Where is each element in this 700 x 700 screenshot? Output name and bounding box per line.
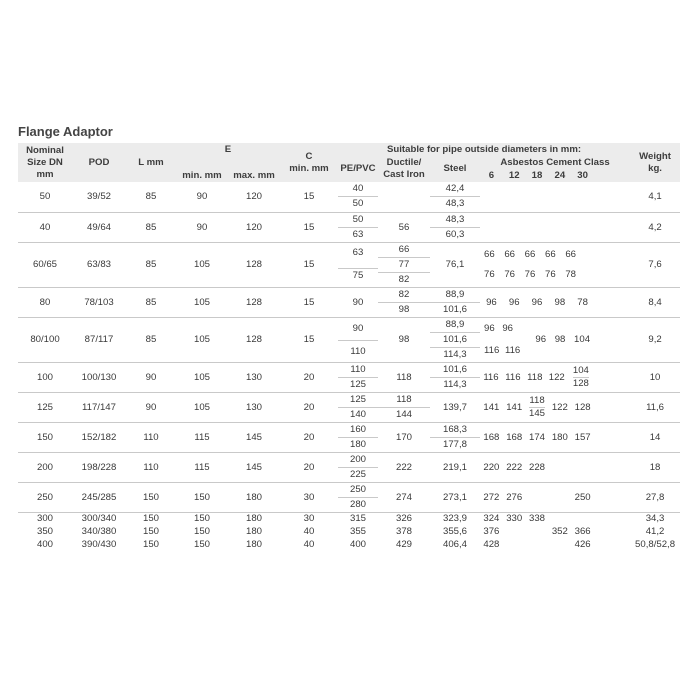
asbestos-header: Asbestos Cement Class — [480, 156, 630, 169]
ductile-cell: 170 — [378, 422, 430, 452]
suitable-header: Suitable for pipe outside diameters in mm: — [338, 143, 630, 156]
table-row — [18, 392, 680, 422]
dn-cell: 80 — [18, 287, 72, 317]
e-max-cell: 130 — [228, 392, 280, 422]
ductile-cell: 429 — [395, 539, 412, 550]
pe-cell: 90 — [338, 287, 378, 317]
dn-cell: 200 — [18, 452, 72, 482]
pe-cell: 200 225 — [338, 452, 378, 482]
dn-cell: 300 — [18, 512, 72, 525]
dn-cell: 80/100 — [18, 317, 72, 362]
dn-cell: 350 — [36, 526, 53, 537]
weight-cell: 34,3 — [630, 512, 680, 525]
weight-cell: 9,2 — [630, 317, 680, 362]
l-cell: 85 — [126, 287, 176, 317]
c-cell: 40 — [303, 526, 315, 537]
steel-header: Steel — [430, 156, 480, 182]
asbestos-cell: 428 426 — [483, 539, 591, 550]
weight-cell: 18 — [630, 452, 680, 482]
nominal-size-header: Nominal Size DN mm — [18, 143, 72, 182]
pe-cell: 315 — [338, 512, 378, 525]
asbestos-classes-header — [480, 169, 630, 182]
table-row — [18, 287, 680, 317]
l-cell: 150 — [126, 512, 176, 525]
table-row — [18, 317, 680, 362]
weight-cell: 11,6 — [630, 392, 680, 422]
asbestos-cell: 66 66 66 66 66 76 76 76 76 78 — [480, 242, 630, 287]
asbestos-cell: 220 222 228 — [480, 452, 630, 482]
weight-cell: 8,4 — [630, 287, 680, 317]
e-min-cell: 105 — [176, 392, 228, 422]
steel-cell: 48,3 60,3 — [430, 212, 480, 242]
dn-cell: 100 — [18, 362, 72, 392]
e-min-cell: 105 — [176, 317, 228, 362]
pe-cell: 355 — [349, 526, 366, 537]
e-min-cell: 90 — [176, 212, 228, 242]
e-max-cell: 180 — [228, 512, 280, 525]
steel-cell: 273,1 — [430, 482, 480, 512]
steel-cell: 355,6 — [442, 526, 467, 537]
ductile-cell: 82 98 — [378, 287, 430, 317]
pod-cell: 340/380 — [81, 526, 117, 537]
pod-cell: 198/228 — [72, 452, 126, 482]
pod-header: POD — [72, 143, 126, 182]
l-cell: 110 — [126, 422, 176, 452]
steel-cell: 42,4 48,3 — [430, 182, 480, 212]
l-cell: 110 — [126, 452, 176, 482]
ductile-cell: 66 77 82 — [378, 242, 430, 287]
asbestos-cell: 168 168 174 180 157 — [480, 422, 630, 452]
ductile-cell: 118 — [378, 362, 430, 392]
asbestos-cell: 96 96 96 98 104 116 116 — [480, 317, 630, 362]
pe-cell: 250 280 — [338, 482, 378, 512]
class-6: 6 — [488, 169, 495, 181]
table-row — [18, 212, 680, 242]
c-cell: 30 — [280, 482, 338, 512]
table-row — [18, 538, 680, 551]
dn-cell: 60/65 — [18, 242, 72, 287]
steel-cell: 88,9 101,6 — [430, 287, 480, 317]
table-row — [18, 452, 680, 482]
pe-cell: 110 125 — [338, 362, 378, 392]
weight-header: Weight kg. — [630, 143, 680, 182]
pe-cell: 63 75 — [338, 242, 378, 287]
e-min-cell: 90 — [196, 191, 208, 203]
weight-cell: 10 — [630, 362, 680, 392]
ductile-cell: 326 — [378, 512, 430, 525]
pod-cell: 49/64 — [72, 212, 126, 242]
table-row — [18, 422, 680, 452]
steel-cell: 219,1 — [430, 452, 480, 482]
table-row — [18, 242, 680, 287]
weight-cell: 41,2 — [645, 526, 665, 537]
weight-cell: 7,6 — [630, 242, 680, 287]
class-30: 30 — [577, 169, 588, 181]
dn-cell: 50 — [39, 191, 51, 203]
pod-cell: 152/182 — [72, 422, 126, 452]
pe-cell: 90 110 — [338, 317, 378, 362]
table-row — [18, 362, 680, 392]
e-min-header: min. mm — [182, 170, 222, 181]
pod-cell: 78/103 — [72, 287, 126, 317]
table-row — [18, 525, 680, 538]
l-cell: 85 — [126, 317, 176, 362]
table-row — [18, 482, 680, 512]
e-max-header: max. mm — [233, 170, 275, 181]
ductile-cell: 118 144 — [378, 392, 430, 422]
asbestos-cell: 116 116 118 122 104 128 — [480, 362, 630, 392]
steel-cell: 101,6 114,3 — [430, 362, 480, 392]
pod-cell: 87/117 — [72, 317, 126, 362]
pod-cell: 100/130 — [72, 362, 126, 392]
ductile-cell: 274 — [378, 482, 430, 512]
ductile-cell: 98 — [378, 317, 430, 362]
l-cell: 150 — [126, 482, 176, 512]
steel-cell: 323,9 — [430, 512, 480, 525]
dn-cell: 150 — [18, 422, 72, 452]
e-max-cell: 145 — [228, 422, 280, 452]
c-cell: 20 — [280, 422, 338, 452]
e-max-cell: 128 — [228, 287, 280, 317]
e-max-cell: 130 — [228, 362, 280, 392]
dn-cell: 400 — [36, 539, 53, 550]
l-cell: 150 — [142, 539, 159, 550]
c-cell: 20 — [280, 452, 338, 482]
e-max-cell: 128 — [228, 317, 280, 362]
class-24: 24 — [554, 169, 566, 181]
l-header: L mm — [126, 143, 176, 182]
l-cell: 85 — [126, 242, 176, 287]
l-cell: 85 — [126, 212, 176, 242]
pod-cell: 117/147 — [72, 392, 126, 422]
e-min-cell: 150 — [193, 526, 210, 537]
e-min-cell: 105 — [176, 287, 228, 317]
asbestos-cell: 141 141 118 145 122 128 — [480, 392, 630, 422]
e-min-cell: 105 — [176, 242, 228, 287]
l-cell: 90 — [126, 392, 176, 422]
e-sub-header — [176, 156, 280, 182]
asbestos-cell: 376 352 366 — [483, 526, 591, 537]
table-row — [18, 512, 680, 525]
e-min-cell: 150 — [193, 539, 210, 550]
asbestos-cell — [480, 212, 630, 242]
e-max-cell: 120 — [245, 191, 262, 203]
l-cell: 150 — [142, 526, 159, 537]
asbestos-cell: 272 276 250 — [480, 482, 630, 512]
pepvc-header: PE/PVC — [338, 156, 378, 182]
pe-cell: 125 140 — [338, 392, 378, 422]
l-cell: 90 — [126, 362, 176, 392]
e-min-cell: 150 — [176, 512, 228, 525]
pe-cell: 400 — [349, 539, 366, 550]
class-12: 12 — [508, 169, 520, 181]
c-cell: 15 — [303, 191, 315, 203]
pod-cell: 390/430 — [81, 539, 117, 550]
l-cell: 85 — [145, 191, 157, 203]
asbestos-cell: 324 330 338 — [480, 512, 630, 525]
ductile-cell: 378 — [395, 526, 412, 537]
pod-cell: 39/52 — [86, 191, 111, 203]
dn-cell: 250 — [18, 482, 72, 512]
e-max-cell: 120 — [228, 212, 280, 242]
c-cell: 15 — [280, 317, 338, 362]
e-min-cell: 115 — [176, 422, 228, 452]
c-cell: 30 — [280, 512, 338, 525]
e-header: E — [176, 143, 280, 156]
weight-cell: 4,1 — [648, 191, 662, 203]
c-cell: 15 — [280, 212, 338, 242]
weight-cell: 14 — [630, 422, 680, 452]
e-max-cell: 180 — [245, 539, 262, 550]
weight-cell: 27,8 — [630, 482, 680, 512]
e-min-cell: 105 — [176, 362, 228, 392]
ductile-cell: 56 — [378, 212, 430, 242]
table-header — [18, 143, 680, 182]
table-row — [18, 182, 680, 212]
pe-cell: 50 63 — [338, 212, 378, 242]
steel-cell: 88,9 101,6 114,3 — [430, 317, 480, 362]
asbestos-cell: 96 96 96 98 78 — [480, 287, 630, 317]
ductile-header: Ductile/ Cast Iron — [378, 156, 430, 182]
e-max-cell: 128 — [228, 242, 280, 287]
steel-cell: 139,7 — [430, 392, 480, 422]
steel-cell: 76,1 — [430, 242, 480, 287]
e-min-cell: 150 — [176, 482, 228, 512]
e-max-cell: 180 — [245, 526, 262, 537]
weight-cell: 50,8/52,8 — [635, 539, 676, 550]
pod-cell: 245/285 — [72, 482, 126, 512]
steel-cell: 168,3 177,8 — [430, 422, 480, 452]
c-cell: 20 — [280, 362, 338, 392]
c-header: C min. mm — [280, 143, 338, 182]
steel-cell: 406,4 — [442, 539, 467, 550]
class-18: 18 — [531, 169, 543, 181]
flange-adaptor-table — [18, 143, 680, 551]
e-min-cell: 115 — [176, 452, 228, 482]
ductile-cell: 222 — [378, 452, 430, 482]
c-cell: 20 — [280, 392, 338, 422]
pe-cell: 40 50 — [338, 182, 378, 212]
c-cell: 15 — [280, 242, 338, 287]
c-cell: 40 — [303, 539, 315, 550]
pod-cell: 63/83 — [72, 242, 126, 287]
pod-cell: 300/340 — [72, 512, 126, 525]
weight-cell: 4,2 — [630, 212, 680, 242]
dn-cell: 125 — [18, 392, 72, 422]
ductile-cell — [378, 182, 430, 212]
dn-cell: 40 — [18, 212, 72, 242]
c-cell: 15 — [280, 287, 338, 317]
e-max-cell: 180 — [228, 482, 280, 512]
page-title: Flange Adaptor — [18, 124, 113, 139]
e-max-cell: 145 — [228, 452, 280, 482]
asbestos-cell — [480, 182, 630, 212]
pe-cell: 160 180 — [338, 422, 378, 452]
